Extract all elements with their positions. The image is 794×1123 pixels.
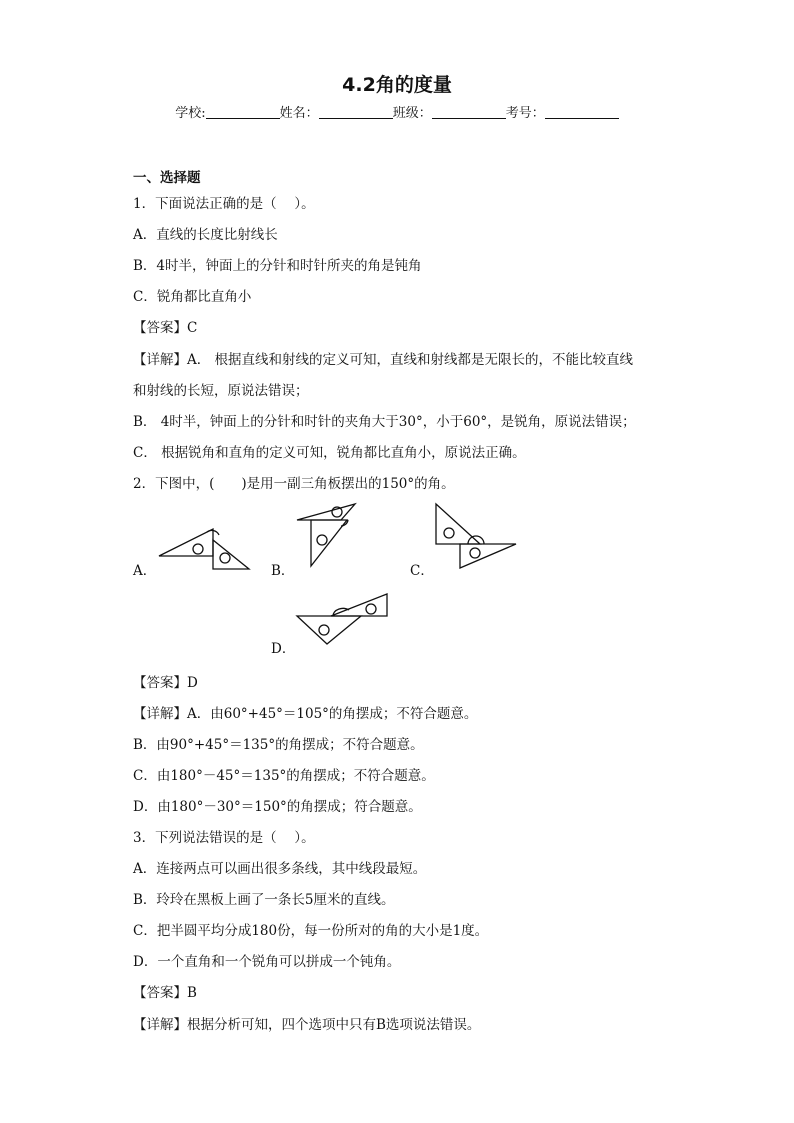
school-blank[interactable] (206, 105, 280, 119)
q1-detail-1: 【详解】A． 根据直线和射线的定义可知，直线和射线都是无限长的，不能比较直线 (133, 352, 634, 368)
q2-stem: 2．下图中，( )是用一副三角板摆出的150°的角。 (133, 476, 455, 492)
q1-option-c: C．锐角都比直角小 (133, 289, 252, 305)
number-blank[interactable] (545, 105, 619, 119)
section-heading: 一、选择题 (133, 170, 201, 186)
school-label: 学校: (175, 106, 206, 121)
q1-detail-4: C． 根据锐角和直角的定义可知，锐角都比直角小，原说法正确。 (133, 445, 526, 461)
class-label: 班级： (392, 106, 432, 121)
triangle-ruler-45 (297, 504, 355, 520)
number-label: 考号： (505, 106, 545, 121)
triangle-ruler-45 (213, 540, 249, 569)
student-info-line (0, 102, 794, 121)
q2-option-c-label: C． (410, 563, 434, 579)
q1-stem: 1．下面说法正确的是（ ）。 (133, 196, 315, 212)
q2-detail-2: B．由90°+45°＝135°的角摆成；不符合题意。 (133, 737, 424, 753)
triangle-ruler-30-60 (331, 594, 387, 616)
q3-answer: 【答案】B (133, 985, 197, 1001)
triangle-ruler-30-60 (159, 529, 213, 556)
q2-figure-c (432, 500, 518, 572)
name-label: 姓名： (279, 106, 319, 121)
triangle-ruler-30-60 (460, 544, 516, 568)
q2-option-a-label: A． (133, 563, 157, 579)
q1-answer: 【答案】C (133, 320, 198, 336)
q1-detail-2: 和射线的长短，原说法错误； (133, 383, 309, 399)
q2-figure-d (293, 590, 391, 648)
q2-answer: 【答案】D (133, 675, 198, 691)
name-blank[interactable] (319, 105, 393, 119)
q2-detail-1: 【详解】A．由60°+45°＝105°的角摆成；不符合题意。 (133, 706, 478, 722)
q3-option-c: C．把半圆平均分成180份，每一份所对的角的大小是1度。 (133, 923, 489, 939)
q1-detail-3: B． 4时半，钟面上的分针和时针的夹角大于30°，小于60°，是锐角，原说法错误； (133, 414, 636, 430)
triangle-ruler-45 (436, 504, 480, 544)
page-title: 4.2角的度量 (342, 74, 452, 96)
triangle-ruler-30-60 (311, 520, 347, 566)
q2-detail-3: C．由180°－45°＝135°的角摆成；不符合题意。 (133, 768, 435, 784)
q2-figure-a (155, 525, 251, 571)
q2-option-b-label: B． (271, 563, 295, 579)
q1-option-a: A．直线的长度比射线长 (133, 227, 278, 243)
q3-option-d: D．一个直角和一个锐角可以拼成一个钝角。 (133, 954, 401, 970)
q3-option-b: B．玲玲在黑板上画了一条长5厘米的直线。 (133, 892, 395, 908)
q3-option-a: A．连接两点可以画出很多条线，其中线段最短。 (133, 861, 427, 877)
q2-figure-b (293, 500, 357, 570)
q2-option-d-label: D． (271, 641, 296, 657)
class-blank[interactable] (432, 105, 506, 119)
q1-option-b: B．4时半，钟面上的分针和时针所夹的角是钝角 (133, 258, 422, 274)
q2-detail-4: D．由180°－30°＝150°的角摆成；符合题意。 (133, 799, 422, 815)
q3-stem: 3．下列说法错误的是（ ）。 (133, 830, 315, 846)
q3-detail: 【详解】根据分析可知，四个选项中只有B选项说法错误。 (133, 1017, 481, 1033)
